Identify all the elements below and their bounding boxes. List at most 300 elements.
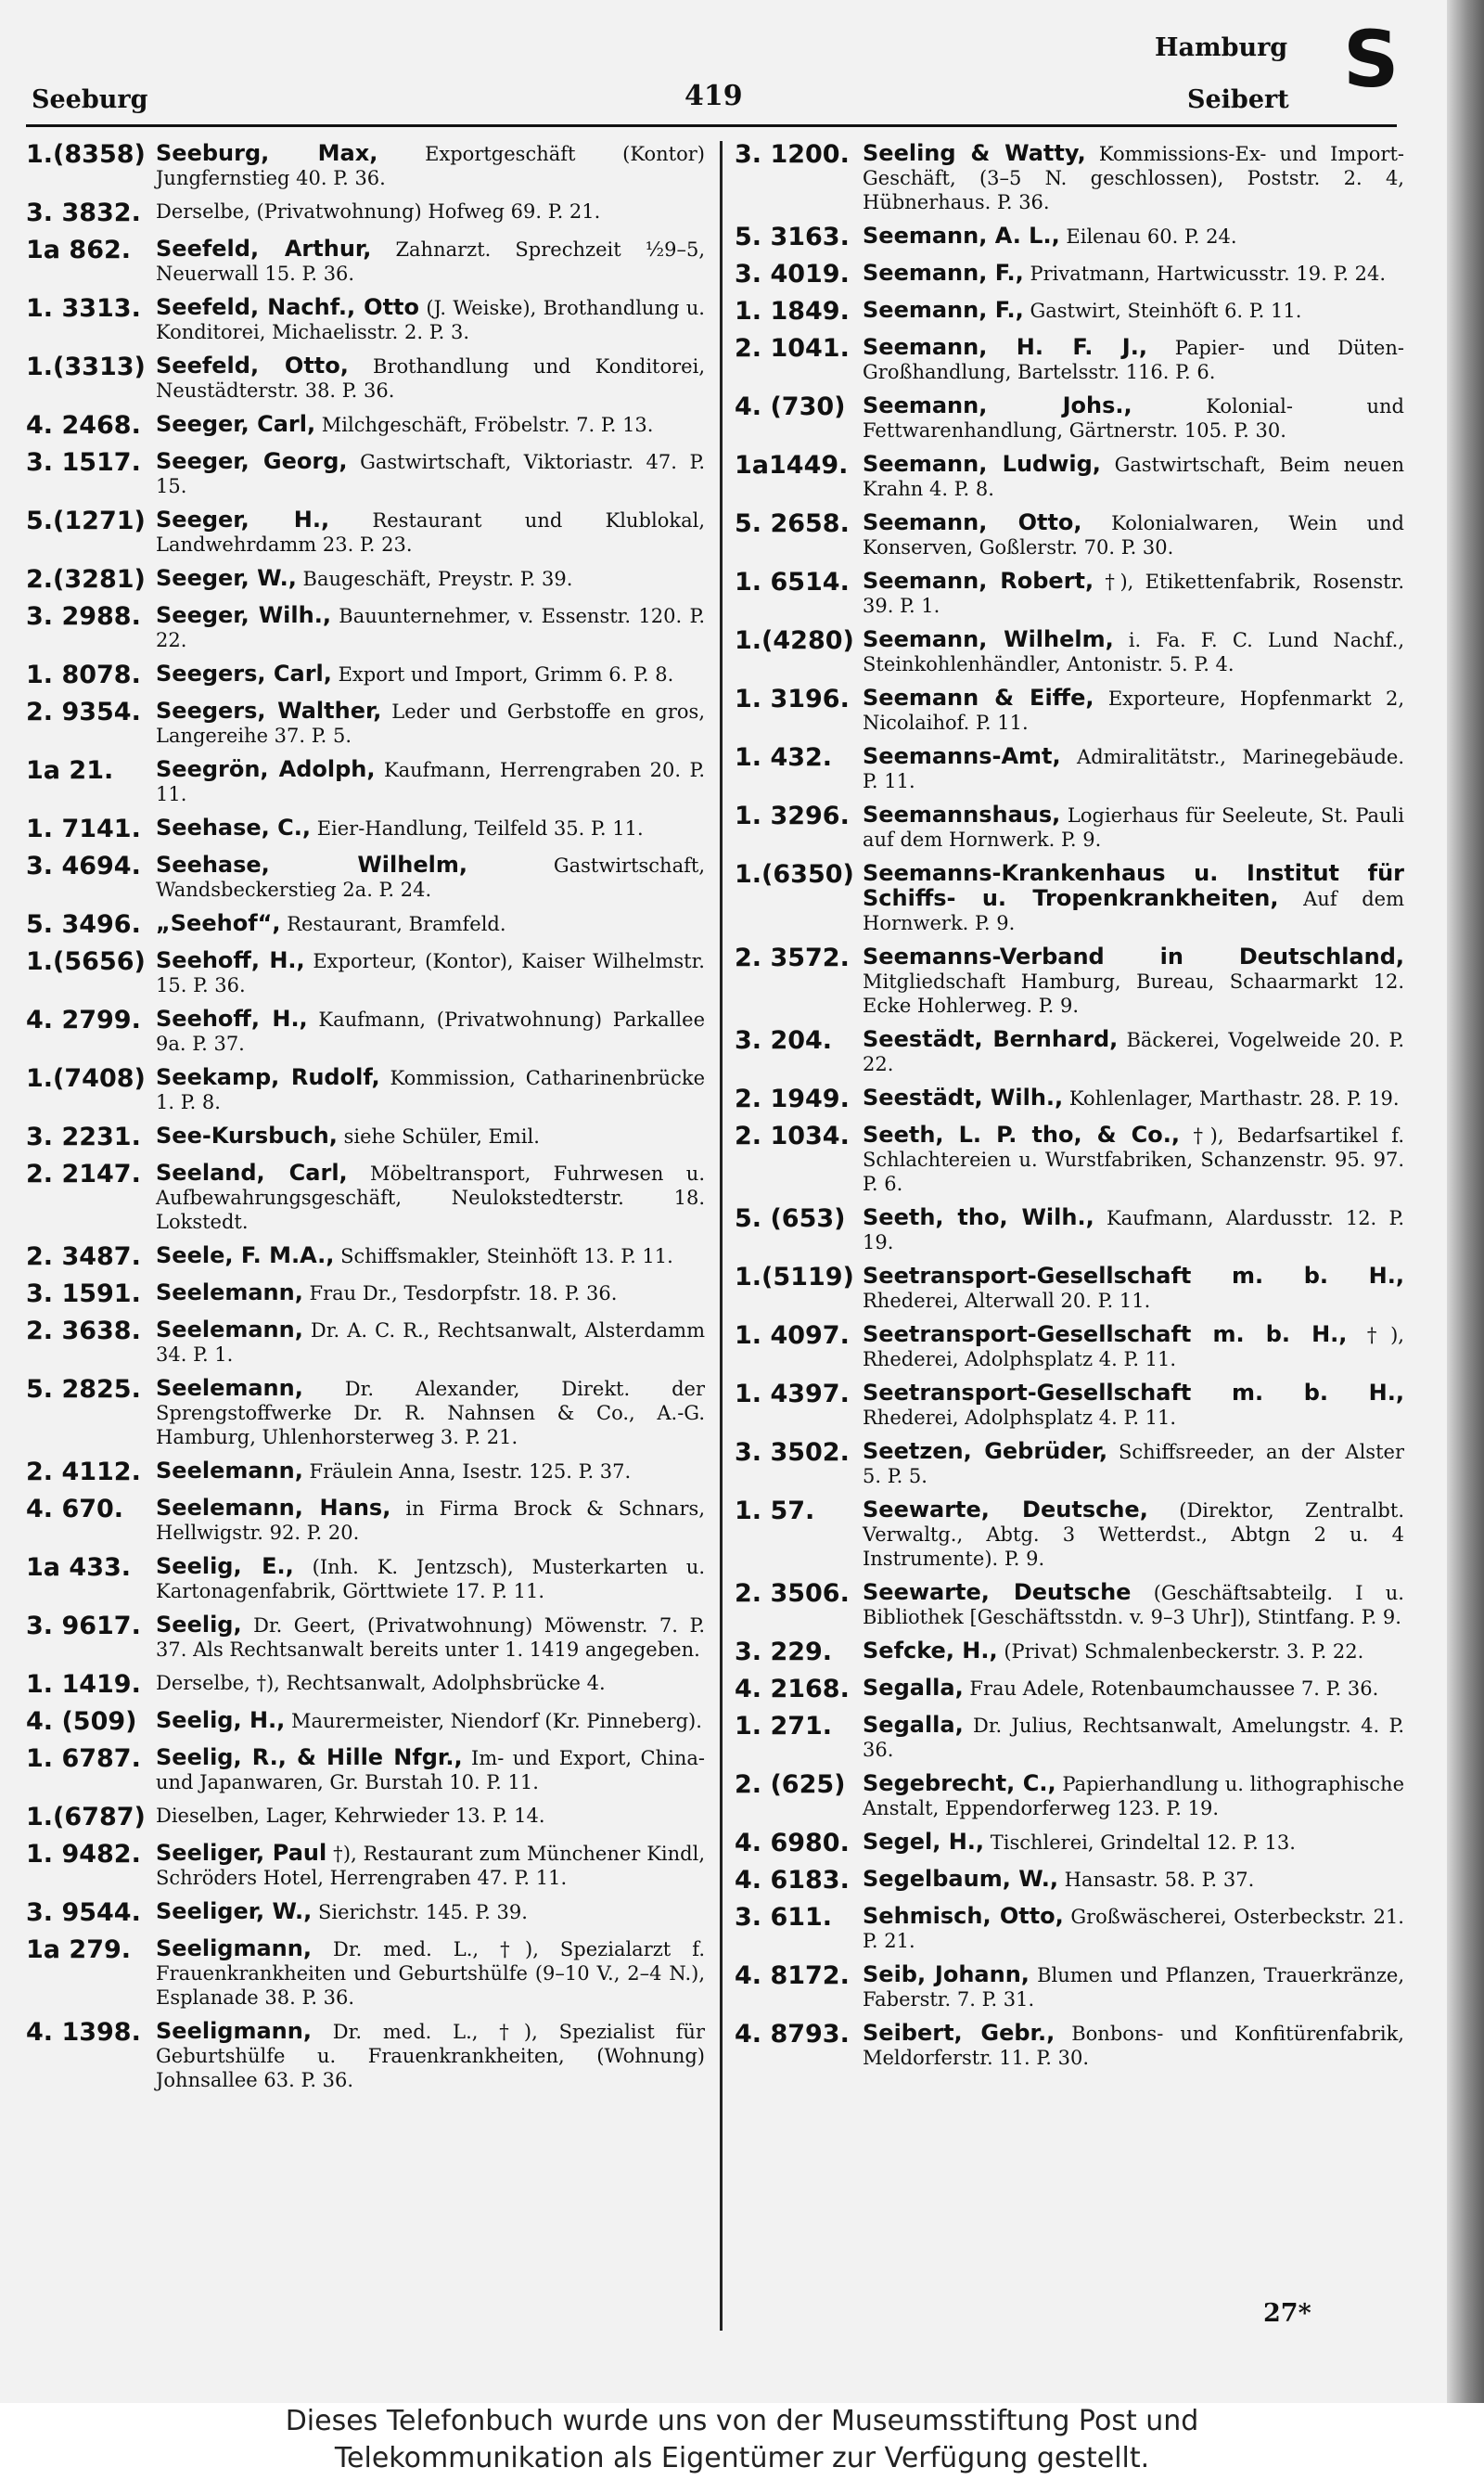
- header-letter: S: [1343, 14, 1400, 105]
- entry-details: Eilenau 60. P. 24.: [1066, 225, 1237, 248]
- entry-name: Seefeld, Nachf., Otto: [156, 294, 419, 320]
- entry-details: Kolonial- und Fettwarenhandlung, Gärtnerstr. 105. P. 30.: [863, 395, 1404, 442]
- directory-entry: [735, 1027, 1404, 1076]
- phone-number: 1.(8358): [26, 141, 146, 169]
- entry-details: Möbeltransport, Fuhrwesen u. Aufbewahrungsgeschäft, Neulokstedterstr. 18. Lokstedt.: [156, 1163, 705, 1233]
- phone-number: 1. 1849.: [735, 297, 850, 326]
- directory-entry: [735, 1322, 1404, 1371]
- entry-details: Export und Import, Grimm 6. P. 8.: [338, 663, 674, 686]
- directory-entry: [26, 353, 705, 403]
- entry-text: [863, 1264, 1404, 1313]
- entry-details: Tischlerei, Grindeltal 12. P. 13.: [990, 1831, 1296, 1854]
- entry-details: Leder und Gerbstoffe en gros, Langereihe 37. P. 5.: [156, 700, 705, 747]
- directory-entry: [735, 393, 1404, 443]
- right-column: [735, 141, 1404, 2331]
- entry-details: Logierhaus für Seeleute, St. Pauli auf dem Hornwerk. P. 9.: [863, 804, 1404, 851]
- entry-name: Seegers, Walther,: [156, 698, 382, 724]
- entry-name: Seemann, Johs.,: [863, 392, 1132, 418]
- entry-name: Seewarte, Deutsche,: [863, 1497, 1148, 1523]
- phone-number: 1a 862.: [26, 236, 132, 264]
- entry-text: [863, 1381, 1404, 1430]
- entry-details: Dieselben, Lager, Kehrwieder 13. P. 14.: [156, 1805, 545, 1827]
- entry-text: [156, 662, 705, 687]
- entry-details: Bonbons- und Konfitürenfabrik, Meldorferstr. 11. P. 30.: [863, 2023, 1404, 2069]
- entry-details: Dr. Alexander, Direkt. der Sprengstoffwerke Dr. R. Nahnsen & Co., A.-G. Hamburg, Uhlenhorsterweg 3. P. 21.: [156, 1378, 705, 1448]
- entry-details: †), Etikettenfabrik, Rosenstr. 39. P. 1.: [863, 571, 1404, 617]
- phone-number: 2. 3572.: [735, 944, 850, 972]
- phone-number: 4. 2168.: [735, 1675, 850, 1703]
- directory-entry: [26, 1065, 705, 1114]
- footer-line-2: Telekommunikation als Eigentümer zur Verfügung gestellt.: [334, 2442, 1150, 2474]
- entry-name: Seelig, E.,: [156, 1553, 294, 1579]
- directory-entry: [735, 803, 1404, 852]
- directory-entry: [26, 757, 705, 806]
- entry-name: Seelig, R., & Hille Nfgr.,: [156, 1744, 463, 1770]
- directory-entry: [735, 861, 1404, 935]
- entry-details: Frau Adele, Rotenbaumchaussee 7. P. 36.: [969, 1677, 1379, 1700]
- header-city: Hamburg: [1155, 33, 1288, 62]
- phone-number: 1.(6787): [26, 1803, 146, 1831]
- entry-name: Seemann & Eiffe,: [863, 685, 1094, 711]
- entry-name: Seestädt, Bernhard,: [863, 1026, 1119, 1052]
- entry-name: Seemanns-Amt,: [863, 743, 1061, 769]
- directory-entry: [26, 1804, 705, 1831]
- entry-name: Seetransport-Gesellschaft m. b. H.,: [863, 1380, 1404, 1406]
- directory-entry: [26, 1899, 705, 1927]
- directory-entry: [735, 686, 1404, 735]
- entry-text: [863, 452, 1404, 501]
- entry-text: [156, 566, 705, 591]
- phone-number: 1. 7141.: [26, 815, 141, 843]
- entry-name: Seeling & Watty,: [863, 141, 1086, 166]
- entry-text: [156, 1804, 705, 1828]
- phone-number: 1. 3296.: [735, 802, 850, 830]
- entry-text: [156, 816, 705, 841]
- directory-entry: [735, 1962, 1404, 2011]
- phone-number: 1. 57.: [735, 1497, 815, 1525]
- phone-number: 2. 1949.: [735, 1085, 850, 1113]
- phone-number: 5. 2658.: [735, 509, 850, 538]
- directory-entry: [735, 261, 1404, 289]
- entry-name: Seelemann,: [156, 1458, 303, 1484]
- phone-number: 1a 433.: [26, 1553, 132, 1582]
- entry-details: (Geschäftsabteilg. I u. Bibliothek [Geschäftsstdn. v. 9–3 Uhr]), Stintfang. P. 9.: [863, 1582, 1404, 1628]
- phone-number: 2. 9354.: [26, 698, 141, 726]
- entry-name: Sehmisch, Otto,: [863, 1903, 1064, 1929]
- phone-number: 2. 2147.: [26, 1160, 141, 1189]
- phone-number: 2.(3281): [26, 565, 146, 594]
- phone-number: 4. 6183.: [735, 1866, 850, 1895]
- entry-details: Kaufmann, (Privatwohnung) Parkallee 9a. P. 37.: [156, 1009, 705, 1055]
- footer-notice: [0, 2403, 1484, 2480]
- entry-text: [863, 2021, 1404, 2070]
- directory-entry: [735, 1830, 1404, 1857]
- entry-name: Seemann, Robert,: [863, 568, 1094, 594]
- directory-entry: [26, 237, 705, 286]
- entry-name: Seefeld, Arthur,: [156, 236, 372, 262]
- entry-text: [863, 393, 1404, 443]
- entry-name: See-Kursbuch,: [156, 1123, 338, 1149]
- entry-text: [156, 1496, 705, 1545]
- directory-entry: [735, 944, 1404, 1018]
- directory-entry: [735, 1205, 1404, 1254]
- entry-details: siehe Schüler, Emil.: [343, 1125, 540, 1148]
- phone-number: 2. 3506.: [735, 1579, 850, 1608]
- phone-number: 5. 2825.: [26, 1375, 141, 1404]
- directory-entry: [26, 508, 705, 557]
- entry-name: Segel, H.,: [863, 1829, 985, 1855]
- entry-text: [156, 1745, 705, 1794]
- directory-entry: [735, 1638, 1404, 1666]
- entry-text: [156, 295, 705, 344]
- phone-number: 1. 4397.: [735, 1380, 850, 1408]
- entry-text: [156, 1671, 705, 1695]
- entry-text: [863, 1027, 1404, 1076]
- entry-details: Baugeschäft, Preystr. P. 39.: [302, 568, 573, 590]
- phone-number: 1. 432.: [735, 743, 833, 772]
- entry-text: [863, 224, 1404, 249]
- directory-entry: [26, 1671, 705, 1699]
- entry-text: [863, 1638, 1404, 1664]
- entry-name: Seegers, Carl,: [156, 661, 332, 687]
- phone-number: 1. 3196.: [735, 685, 850, 713]
- directory-entry: [735, 1264, 1404, 1313]
- phone-number: 1.(5119): [735, 1263, 854, 1291]
- entry-details: Derselbe, †), Rechtsanwalt, Adolphsbrücke 4.: [156, 1672, 606, 1694]
- entry-name: Segelbaum, W.,: [863, 1866, 1058, 1892]
- entry-name: Seemann, F.,: [863, 260, 1024, 286]
- entry-text: [863, 1497, 1404, 1571]
- entry-details: Großwäscherei, Osterbeckstr. 21. P. 21.: [863, 1906, 1404, 1952]
- phone-number: 5. 3496.: [26, 910, 141, 939]
- entry-text: [156, 1376, 705, 1449]
- phone-number: 3. 9617.: [26, 1612, 141, 1640]
- entry-text: [156, 1065, 705, 1114]
- directory-entry: [735, 1580, 1404, 1629]
- entry-name: Seeger, Wilh.,: [156, 602, 331, 628]
- directory-entry: [26, 1554, 705, 1603]
- directory-entry: [735, 1867, 1404, 1895]
- entry-name: Seewarte, Deutsche: [863, 1579, 1132, 1605]
- entry-text: [863, 1867, 1404, 1892]
- directory-entry: [26, 1124, 705, 1151]
- entry-details: (Inh. K. Jentzsch), Musterkarten u. Kartonagenfabrik, Görttwiete 17. P. 11.: [156, 1556, 705, 1602]
- entry-name: Seeger, Georg,: [156, 448, 348, 474]
- entry-details: Auf dem Hornwerk. P. 9.: [863, 888, 1404, 934]
- directory-entry: [26, 1496, 705, 1545]
- footer-line-1: Dieses Telefonbuch wurde uns von der Museumsstiftung Post und: [285, 2405, 1199, 2437]
- directory-entry: [26, 699, 705, 748]
- phone-number: 3. 1517.: [26, 448, 141, 477]
- phone-number: 4. 8793.: [735, 2020, 850, 2049]
- entry-text: [863, 1205, 1404, 1254]
- directory-entry: [735, 141, 1404, 214]
- entry-text: [156, 1554, 705, 1603]
- entry-text: [863, 1123, 1404, 1196]
- entry-text: [156, 1613, 705, 1662]
- entry-text: [863, 803, 1404, 852]
- entry-details: (Privat) Schmalenbeckerstr. 3. P. 22.: [1004, 1640, 1364, 1663]
- phone-number: 4. 6980.: [735, 1829, 850, 1857]
- entry-text: [863, 1676, 1404, 1701]
- entry-details: Im- und Export, China- und Japanwaren, Gr. Burstah 10. P. 11.: [156, 1747, 705, 1793]
- directory-entry: [26, 141, 705, 190]
- directory-entry: [26, 662, 705, 689]
- entry-text: [156, 853, 705, 902]
- entry-text: [156, 449, 705, 498]
- phone-number: 1a 279.: [26, 1935, 132, 1964]
- directory-entry: [26, 295, 705, 344]
- entry-details: Rhederei, Adolphsplatz 4. P. 11.: [863, 1407, 1177, 1429]
- directory-entry: [26, 449, 705, 498]
- phone-number: 1. 271.: [735, 1712, 833, 1741]
- entry-name: Sefcke, H.,: [863, 1638, 998, 1664]
- entry-name: Seeliger, W.,: [156, 1898, 313, 1924]
- entry-name: Seetransport-Gesellschaft m. b. H.,: [863, 1263, 1404, 1289]
- entry-details: Derselbe, (Privatwohnung) Hofweg 69. P. 21.: [156, 200, 601, 223]
- entry-details: Dr. med. L., †), Spezialarzt f. Frauenkrankheiten und Geburtshülfe (9–10 V., 2–4 N.), Esplanade 38. P. 36.: [156, 1938, 705, 2009]
- entry-text: [863, 1322, 1404, 1371]
- directory-entry: [26, 1708, 705, 1736]
- entry-text: [863, 1580, 1404, 1629]
- entry-details: Kommission, Catharinenbrücke 1. P. 8.: [156, 1067, 705, 1113]
- directory-entry: [735, 1904, 1404, 1953]
- phone-number: 5. (653): [735, 1204, 846, 1233]
- entry-name: Seelemann, Hans,: [156, 1495, 391, 1521]
- phone-number: 1. 6514.: [735, 568, 850, 597]
- entry-details: Restaurant und Klublokal, Landwehrdamm 23. P. 23.: [156, 509, 705, 556]
- entry-text: [863, 298, 1404, 323]
- directory-entry: [735, 1713, 1404, 1762]
- entry-text: [156, 508, 705, 557]
- entry-text: [156, 911, 705, 936]
- entry-text: [863, 1713, 1404, 1762]
- page-edge: [1447, 0, 1484, 2403]
- directory-entry: [26, 816, 705, 843]
- entry-details: Maurermeister, Niendorf (Kr. Pinneberg).: [290, 1710, 702, 1732]
- phone-number: 2. 3487.: [26, 1242, 141, 1271]
- entry-text: [863, 261, 1404, 286]
- entry-details: Blumen und Pflanzen, Trauerkränze, Faberstr. 7. P. 31.: [863, 1964, 1404, 2011]
- entry-name: Seelig, H.,: [156, 1707, 286, 1733]
- entry-text: [156, 1007, 705, 1056]
- directory-entry: [26, 1376, 705, 1449]
- phone-number: 3. 9544.: [26, 1898, 141, 1927]
- entry-text: [863, 1086, 1404, 1111]
- entry-text: [863, 627, 1404, 676]
- directory-entry: [735, 452, 1404, 501]
- entry-details: in Firma Brock & Schnars, Hellwigstr. 92. P. 20.: [156, 1497, 705, 1544]
- entry-details: Admiralitätstr., Marinegebäude. P. 11.: [863, 746, 1404, 792]
- entry-details: Milchgeschäft, Fröbelstr. 7. P. 13.: [321, 414, 654, 436]
- directory-entry: [26, 412, 705, 440]
- column-divider: [720, 141, 723, 2331]
- left-column: [26, 141, 705, 2331]
- directory-entry: [26, 1458, 705, 1486]
- directory-entry: [735, 335, 1404, 384]
- entry-name: Seeger, Carl,: [156, 411, 316, 437]
- entry-name: Seeger, W.,: [156, 565, 297, 591]
- phone-number: 1. 6787.: [26, 1744, 141, 1773]
- header-right-name: Seibert: [1187, 85, 1289, 114]
- entry-text: [863, 744, 1404, 793]
- entry-text: [156, 237, 705, 286]
- directory-entry: [26, 1161, 705, 1234]
- phone-number: 3. 4694.: [26, 852, 141, 880]
- entry-text: [863, 1904, 1404, 1953]
- entry-name: Seemann, Wilhelm,: [863, 626, 1114, 652]
- entry-details: Fräulein Anna, Isestr. 125. P. 37.: [309, 1460, 632, 1483]
- entry-text: [863, 686, 1404, 735]
- phone-number: 1a1449.: [735, 451, 849, 480]
- phone-number: 3. 1200.: [735, 141, 850, 169]
- directory-entry: [26, 1936, 705, 2010]
- entry-text: [156, 1899, 705, 1924]
- directory-entry: [26, 603, 705, 652]
- entry-details: Brothandlung und Konditorei, Neustädterstr. 38. P. 36.: [156, 355, 705, 402]
- entry-details: Dr. Julius, Rechtsanwalt, Amelungstr. 4. P. 36.: [863, 1715, 1404, 1761]
- entry-details: Privatmann, Hartwicusstr. 19. P. 24.: [1030, 263, 1387, 285]
- entry-details: Mitgliedschaft Hamburg, Bureau, Schaarmarkt 12. Ecke Hohlerweg. P. 9.: [863, 970, 1404, 1017]
- entry-text: [156, 1243, 705, 1268]
- phone-number: 3. 4019.: [735, 260, 850, 289]
- entry-details: †), Restaurant zum Münchener Kindl, Schröders Hotel, Herrengraben 47. P. 11.: [156, 1843, 705, 1889]
- entry-name: Seeth, L. P. tho, & Co.,: [863, 1122, 1181, 1148]
- entry-details: Exporteur, (Kontor), Kaiser Wilhelmstr. 15. P. 36.: [156, 950, 705, 996]
- directory-entry: [735, 298, 1404, 326]
- entry-name: Seeburg, Max,: [156, 141, 378, 166]
- entry-details: i. Fa. F. C. Lund Nachf., Steinkohlenhändler, Antonistr. 5. P. 4.: [863, 629, 1404, 675]
- entry-text: [156, 1841, 705, 1890]
- phone-number: 1.(3313): [26, 353, 146, 381]
- phone-number: 2. 1041.: [735, 334, 850, 363]
- phone-number: 1. 3313.: [26, 294, 141, 323]
- entry-details: †), Rhederei, Adolphsplatz 4. P. 11.: [863, 1324, 1404, 1370]
- directory-entry: [26, 1007, 705, 1056]
- entry-name: Segalla,: [863, 1712, 964, 1738]
- entry-name: Seemann, Otto,: [863, 509, 1082, 535]
- phone-number: 1. 9482.: [26, 1840, 141, 1869]
- entry-name: Seemann, H. F. J.,: [863, 334, 1147, 360]
- entry-name: Seekamp, Rudolf,: [156, 1064, 380, 1090]
- phone-number: 5.(1271): [26, 507, 146, 535]
- entry-name: Seemann, A. L.,: [863, 223, 1060, 249]
- entry-details: Bäckerei, Vogelweide 20. P. 22.: [863, 1029, 1404, 1075]
- entry-name: Seeliger, Paul: [156, 1840, 327, 1866]
- entry-details: (J. Weiske), Brothandlung u. Konditorei, Michaelisstr. 2. P. 3.: [156, 297, 705, 343]
- directory-entry: [26, 2019, 705, 2092]
- entry-text: [863, 861, 1404, 935]
- header-rule: [26, 124, 1397, 127]
- entry-name: Seibert, Gebr.,: [863, 2020, 1055, 2046]
- entry-name: Seelemann,: [156, 1317, 303, 1343]
- entry-text: [156, 1317, 705, 1367]
- entry-name: Seemann, F.,: [863, 297, 1024, 323]
- entry-name: Seelig,: [156, 1612, 242, 1638]
- entry-name: Seemanns-Verband in Deutschland,: [863, 944, 1404, 970]
- phone-number: 1.(5656): [26, 947, 146, 976]
- entry-details: Kommissions-Ex- und Import-Geschäft, (3–5 N. geschlossen), Poststr. 2. 4, Hübnerhaus. P. 36.: [863, 143, 1404, 213]
- directory-entry: [735, 1381, 1404, 1430]
- entry-details: Bauunternehmer, v. Essenstr. 120. P. 22.: [156, 605, 705, 651]
- phone-number: 1.(7408): [26, 1064, 146, 1093]
- entry-details: Schiffsreeder, an der Alster 5. P. 5.: [863, 1441, 1404, 1487]
- entry-details: Frau Dr., Tesdorpfstr. 18. P. 36.: [309, 1282, 618, 1304]
- directory-entry: [735, 1086, 1404, 1113]
- entry-text: [863, 510, 1404, 559]
- entry-details: Schiffsmakler, Steinhöft 13. P. 11.: [340, 1245, 673, 1267]
- entry-name: Seemanns-Krankenhaus u. Institut für Schiffs- u. Tropenkrankheiten,: [863, 860, 1404, 911]
- entry-details: Dr. Geert, (Privatwohnung) Möwenstr. 7. P. 37. Als Rechtsanwalt bereits unter 1. 1419 angegeben.: [156, 1614, 705, 1661]
- header-left-name: Seeburg: [32, 85, 148, 114]
- directory-entry: [735, 744, 1404, 793]
- entry-text: [156, 1161, 705, 1234]
- directory-entry: [735, 510, 1404, 559]
- entry-name: Seeth, tho, Wilh.,: [863, 1204, 1094, 1230]
- entry-details: Papier- und Düten-Großhandlung, Bartelsstr. 116. P. 6.: [863, 337, 1404, 383]
- entry-name: Seele, F. M.A.,: [156, 1242, 335, 1268]
- phone-number: 1.(6350): [735, 860, 854, 889]
- entry-details: †), Bedarfsartikel f. Schlachtereien u. Wurstfabriken, Schanzenstr. 95. 97. P. 6.: [863, 1124, 1404, 1195]
- directory-entry: [735, 1771, 1404, 1820]
- entry-name: Seetzen, Gebrüder,: [863, 1438, 1108, 1464]
- directory-entry: [735, 569, 1404, 618]
- directory-entry: [735, 2021, 1404, 2070]
- directory-entry: [26, 1317, 705, 1367]
- entry-name: Seib, Johann,: [863, 1961, 1030, 1987]
- entry-details: Exportgeschäft (Kontor) Jungfernstieg 40. P. 36.: [156, 143, 705, 189]
- entry-details: Gastwirtschaft, Wandsbeckerstieg 2a. P. 24.: [156, 855, 705, 901]
- entry-text: [156, 603, 705, 652]
- phone-number: 4. 8172.: [735, 1961, 850, 1990]
- entry-details: Kaufmann, Alardusstr. 12. P. 19.: [863, 1207, 1404, 1253]
- directory-entry: [26, 1243, 705, 1271]
- entry-name: Seelemann,: [156, 1279, 303, 1305]
- entry-details: Gastwirtschaft, Beim neuen Krahn 4. P. 8.: [863, 454, 1404, 500]
- directory-entry: [735, 1439, 1404, 1488]
- phone-number: 1. 8078.: [26, 661, 141, 689]
- directory-entry: [26, 1745, 705, 1794]
- entry-details: (Direktor, Zentralbt. Verwaltg., Abtg. 3 Wetterdst., Abtgn 2 u. 4 Instrumente). P. 9.: [863, 1499, 1404, 1570]
- phone-number: 1.(4280): [735, 626, 854, 655]
- phone-number: 1a 21.: [26, 756, 114, 785]
- directory-entry: [26, 1841, 705, 1890]
- entry-text: [156, 353, 705, 403]
- phone-number: 3. 2231.: [26, 1123, 141, 1151]
- phone-number: 3. 204.: [735, 1026, 833, 1055]
- entry-text: [863, 1830, 1404, 1855]
- phone-number: 3. 3832.: [26, 199, 141, 227]
- directory-entry: [735, 224, 1404, 251]
- entry-text: [156, 1124, 705, 1149]
- entry-name: Seemannshaus,: [863, 802, 1061, 828]
- phone-number: 4. (509): [26, 1707, 137, 1736]
- phone-number: 3. 611.: [735, 1903, 833, 1932]
- entry-text: [863, 335, 1404, 384]
- entry-text: [156, 412, 705, 437]
- phone-number: 4. 2468.: [26, 411, 141, 440]
- entry-name: Seeland, Carl,: [156, 1160, 348, 1186]
- entry-name: Seeligmann,: [156, 2018, 312, 2044]
- entry-details: Gastwirtschaft, Viktoriastr. 47. P. 15.: [156, 451, 705, 497]
- entry-name: Seehoff, H.,: [156, 947, 305, 973]
- entry-name: Seehase, C.,: [156, 815, 312, 841]
- entry-name: „Seehof“,: [156, 910, 281, 936]
- entry-text: [863, 1439, 1404, 1488]
- entry-details: Gastwirt, Steinhöft 6. P. 11.: [1030, 300, 1302, 322]
- page-number: 419: [684, 80, 743, 112]
- entry-text: [156, 948, 705, 997]
